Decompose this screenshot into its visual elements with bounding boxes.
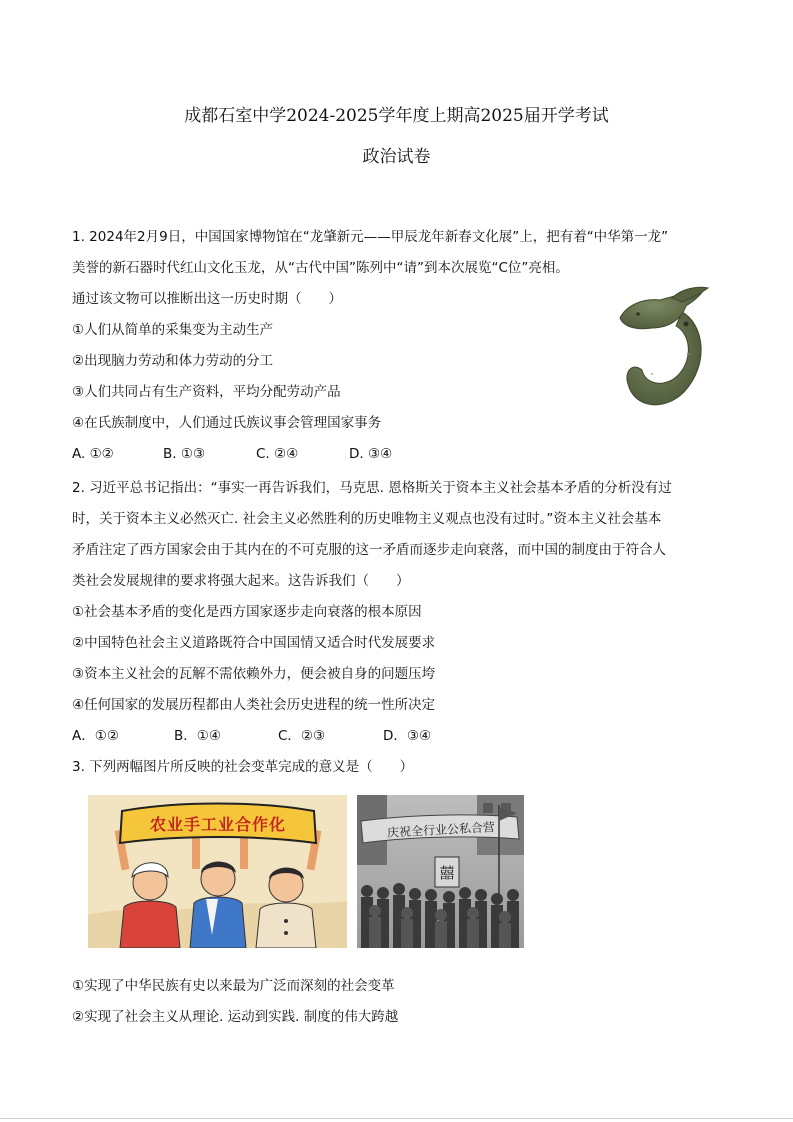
q2-item-4: ④任何国家的发展历程都由人类社会历史进程的统一性所决定	[72, 697, 436, 713]
q1-option-d: D. ③④	[349, 446, 393, 462]
q1-stem-line-3: 通过该文物可以推断出这一历史时期（ ）	[72, 291, 342, 307]
q2-stem-line-4: 类社会发展规律的要求将强大起来。这告诉我们（ ）	[72, 573, 410, 589]
page-bottom-rule	[0, 1118, 793, 1119]
q2-stem-line-2: 时，关于资本主义必然灭亡. 社会主义必然胜利的历史唯物主义观点也没有过时。”资本主义社会基本	[72, 511, 662, 527]
q2-options	[72, 726, 431, 746]
q1-item-4: ④在氏族制度中，人们通过氏族议事会管理国家事务	[72, 415, 382, 431]
q1-option-c: C. ②④	[256, 446, 299, 462]
q3-item-1: ①实现了中华民族有史以来最为广泛而深刻的社会变革	[72, 978, 395, 994]
cooperation-poster-image	[88, 795, 347, 948]
public-private-partnership-photo	[357, 795, 524, 948]
q1-option-a: A. ①②	[72, 446, 114, 462]
q1-options	[72, 444, 392, 464]
q1-option-b: B. ①③	[163, 446, 206, 462]
q2-option-c: C．②③	[278, 728, 326, 744]
q2-stem-line-1: 2. 习近平总书记指出：“事实一再告诉我们，马克思. 恩格斯关于资本主义社会基本矛盾的分析没有过	[72, 480, 672, 496]
photo-banner-text: 庆祝全行业公私合营	[386, 820, 496, 840]
q2-item-1: ①社会基本矛盾的变化是西方国家逐步走向衰落的根本原因	[72, 604, 422, 620]
q2-stem-line-3: 矛盾注定了西方国家会由于其内在的不可克服的这一矛盾而逐步走向衰落，而中国的制度由于符合人	[72, 542, 666, 558]
q2-option-d: D．③④	[383, 728, 432, 744]
exam-title: 成都石室中学2024-2025学年度上期高2025届开学考试	[184, 106, 609, 126]
q1-item-1: ①人们从简单的采集变为主动生产	[72, 322, 274, 338]
q1-stem-line-2: 美誉的新石器时代红山文化玉龙，从“古代中国”陈列中“请”到本次展览“C位”亮相。	[72, 260, 569, 276]
q1-item-3: ③人们共同占有生产资料，平均分配劳动产品	[72, 384, 341, 400]
q1-stem-line-1: 1. 2024年2月9日，中国国家博物馆在“龙肇新元——甲辰龙年新春文化展”上，把有着“中华第一龙”	[72, 229, 669, 245]
poster-banner-text: 农业手工业合作化	[149, 815, 286, 834]
photo-sign-text: 囍	[439, 864, 455, 882]
q1-item-2: ②出现脑力劳动和体力劳动的分工	[72, 353, 274, 369]
exam-subtitle: 政治试卷	[362, 147, 431, 167]
jade-dragon-image	[612, 284, 712, 414]
q2-option-a: A．①②	[72, 728, 119, 744]
q2-item-2: ②中国特色社会主义道路既符合中国国情又适合时代发展要求	[72, 635, 436, 651]
q2-item-3: ③资本主义社会的瓦解不需依赖外力，便会被自身的问题压垮	[72, 666, 436, 682]
q3-stem: 3. 下列两幅图片所反映的社会变革完成的意义是（ ）	[72, 759, 414, 775]
q3-item-2: ②实现了社会主义从理论. 运动到实践. 制度的伟大跨越	[72, 1009, 399, 1025]
q2-option-b: B．①④	[174, 728, 221, 744]
